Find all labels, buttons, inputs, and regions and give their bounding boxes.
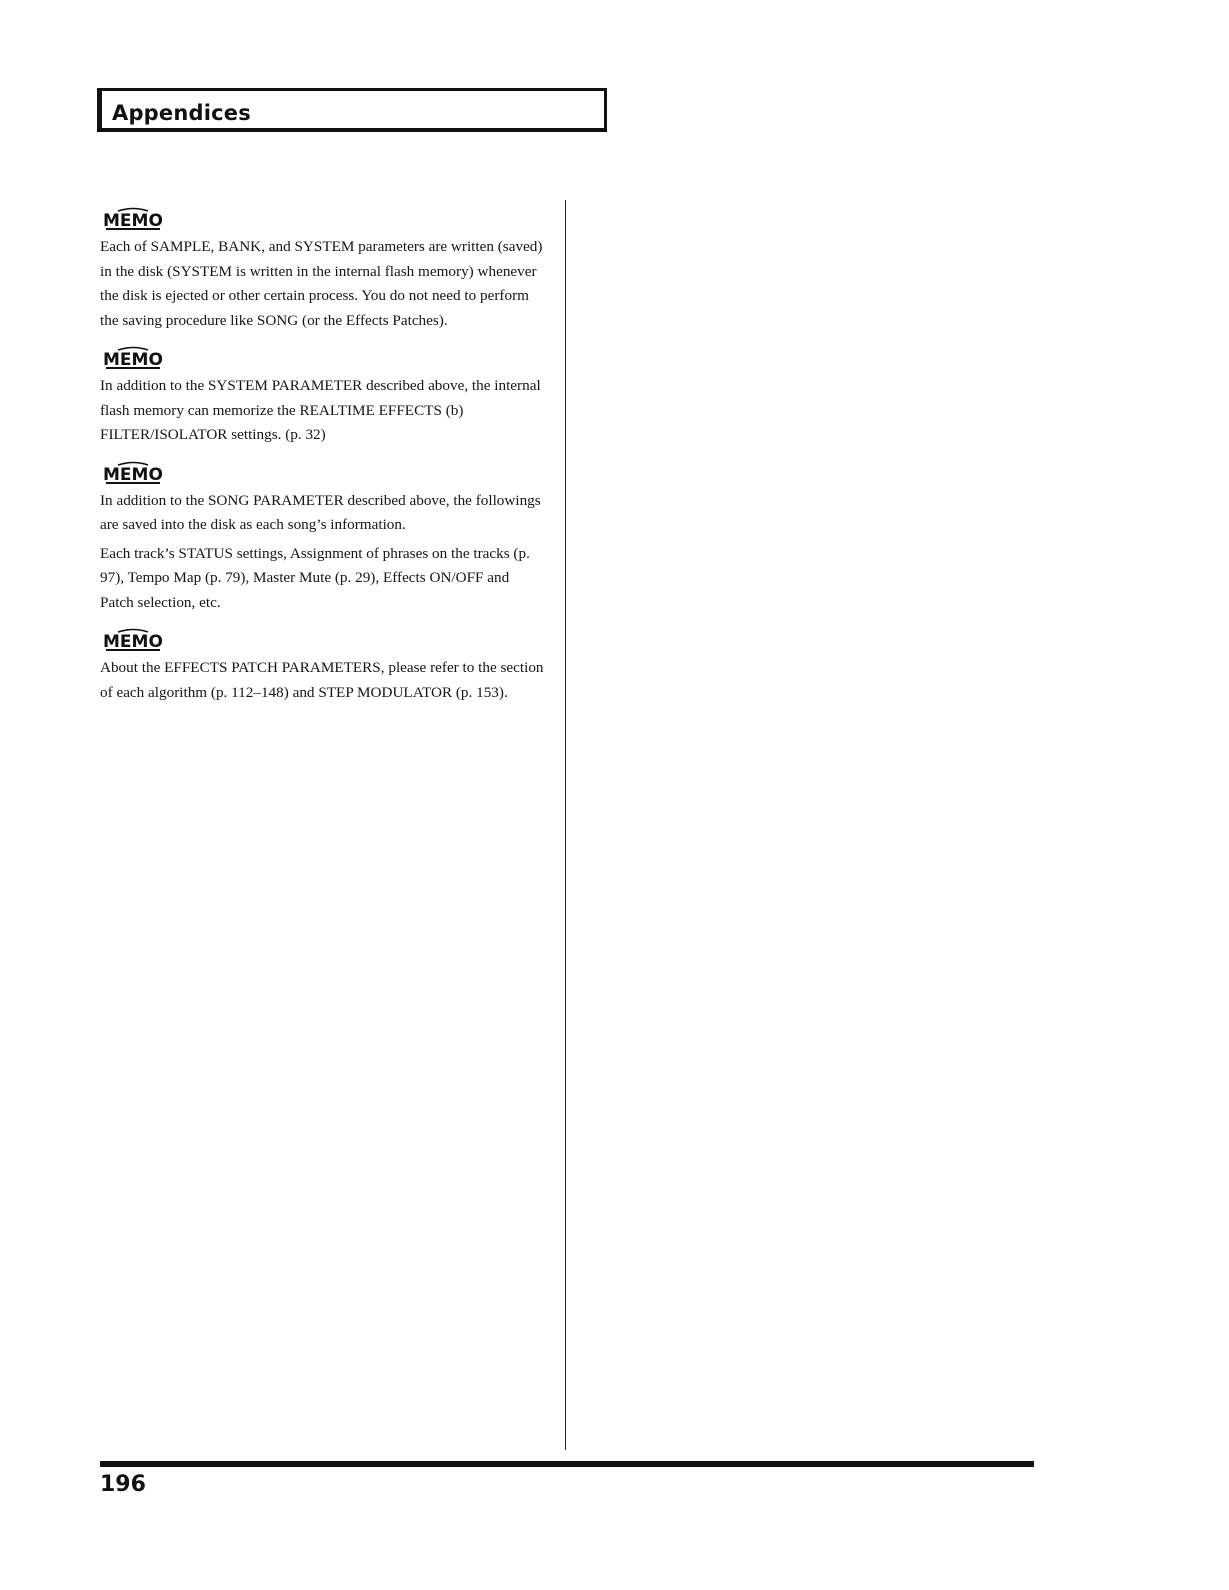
memo-text: In addition to the SONG PARAMETER described above, the followings are saved into the disk as each song’s information. (100, 491, 541, 533)
memo-text: Each track’s STATUS settings, Assignment of phrases on the tracks (p. 97), Tempo Map (p. 79), Master Mute (p. 29), Effects ON/OFF and Patch selection, etc. (100, 544, 530, 611)
memo-block (100, 206, 545, 333)
section-header (97, 88, 607, 132)
column-divider (565, 200, 566, 1450)
memo-text: About the EFFECTS PATCH PARAMETERS, please refer to the section of each algorithm (p. 112–148) and STEP MODULATOR (p. 153). (100, 659, 544, 701)
svg-text:MEMO: MEMO (103, 211, 163, 231)
memo-block (100, 460, 545, 616)
memo-icon (100, 460, 168, 486)
svg-text:MEMO: MEMO (103, 350, 163, 370)
page-number: 196 (100, 1472, 146, 1497)
memo-icon (100, 627, 168, 653)
memo-icon (100, 345, 168, 371)
page-title: Appendices (112, 101, 251, 125)
memo-text: In addition to the SYSTEM PARAMETER described above, the internal flash memory can memorize the REALTIME EFFECTS (b) FILTER/ISOLATOR settings. (p. 32) (100, 377, 541, 443)
memo-column (100, 206, 545, 717)
svg-text:MEMO: MEMO (103, 632, 163, 652)
memo-icon (100, 206, 168, 232)
svg-text:MEMO: MEMO (103, 464, 163, 485)
memo-block (100, 345, 545, 448)
footer-rule (100, 1461, 1034, 1467)
memo-text: Each of SAMPLE, BANK, and SYSTEM parameters are written (saved) in the disk (SYSTEM is written in the internal flash memory) whenever the disk is ejected or other certain process. You do not need to perform the saving procedure like SONG (or the Effects Patches). (100, 238, 543, 329)
memo-block (100, 627, 545, 705)
